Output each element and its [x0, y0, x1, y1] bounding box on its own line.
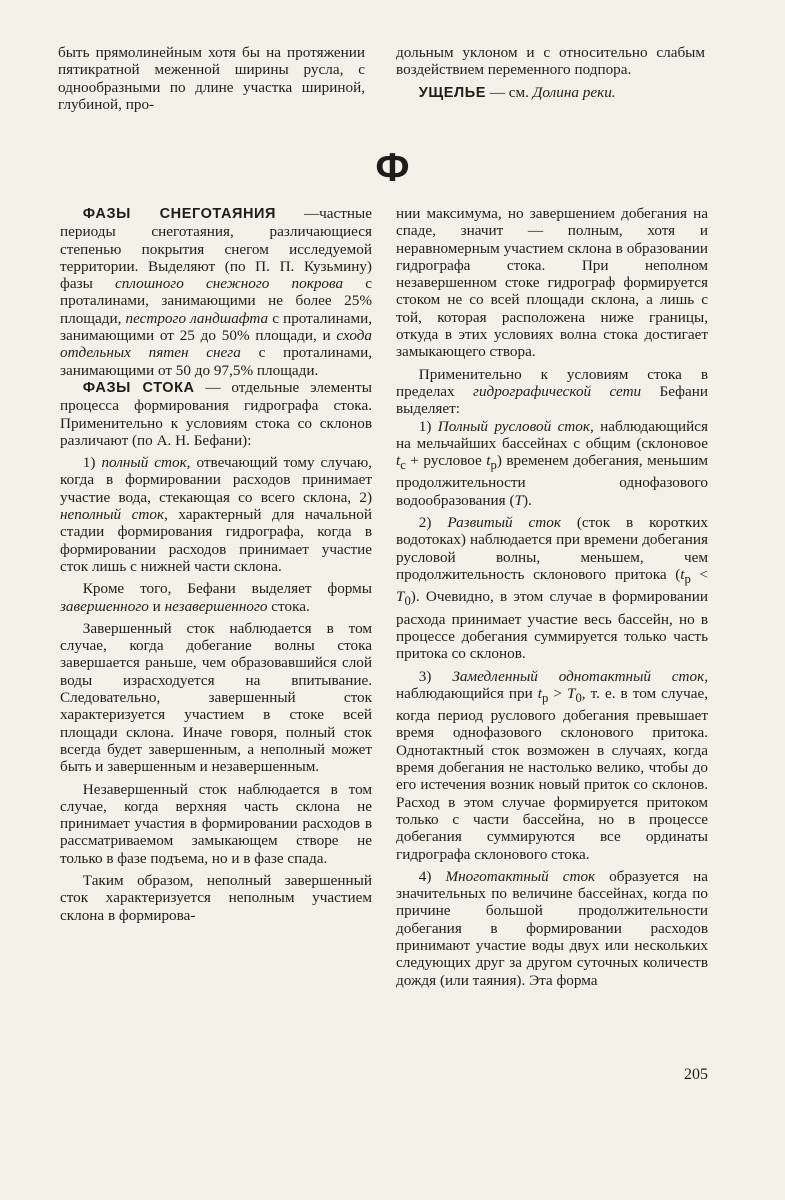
- entry-ushchelie: УЩЕЛЬЕ — см. Долина реки.: [418, 83, 616, 101]
- list-item: 3) Замедленный однотактный сток, наблюдающийся при $t_р > T_0$, т. е. в том случае, когда период руслового добегания превышает время однофазового склонового притока. Однотактный сток возможен в случаях, когда время добегания не настолько велико, чтобы до его истечения возник новый приток со склонов. Расход в этом случае формируется притоком только с части бассейна, но в процессе добегания суммируются все ординаты гидрографа склонового стока.: [396, 667, 709, 863]
- right-column: [396, 205, 708, 989]
- paragraph: Кроме того, Бефани выделяет формы завершенного и незавершенного стока.: [60, 580, 372, 615]
- term-ushchelie: УЩЕЛЬЕ: [418, 84, 487, 101]
- top-right-column: [396, 44, 705, 102]
- paragraph: Применительно к условиям стока в пределах гидрографической сети Бефани выделяет:: [396, 365, 708, 418]
- paragraph: нии максимума, но завершением добегания на спаде, значит — полным, хотя и неравномерным участием склона в образовании гидрографа стока. При неполном незавершенном стоке гидрограф формируется стоком не со всей площади склона, а лишь с той, которая расположена ниже границы, откуда в этих условиях волна стока достигает замыкающего створа.: [396, 205, 708, 361]
- top-left-text: быть прямолинейным хотя бы на протяжении пятикратной меженной ширины русла, с однообразными по длине участка шириной, глубиной, про-: [58, 44, 365, 113]
- list-item: 1) Полный русловой сток, наблюдающийся на мельчайших бассейнах с общим (склоновое $t_с$ + русловое $t_р$) временем добегания, меньшим продолжительности однофазового водообразования (T).: [396, 417, 708, 509]
- paragraph: Таким образом, неполный завершенный сток характеризуется неполным участием склона в формирова-: [60, 871, 372, 924]
- paragraph: Завершенный сток наблюдается в том случае, когда добегание волны стока завершается раньше, чем образовавшийся слой воды израсходуется на впитывание. Следовательно, завершенный сток характеризуется участием в стоке всей площади склона. Иначе говоря, полный сток всегда будет завершенным, а неполный может быть и завершенным и незавершенным.: [60, 619, 372, 776]
- entry-fazy-snegotayaniya: ФАЗЫ СНЕГОТАЯНИЯ —частные периоды снеготаяния, различающиеся степенью покрытия снегом исследуемой территории. Выделяют (по П. П. Кузьмину) фазы сплошного снежного покрова с проталинами, занимающими не более 25% площади, пестрого ландшафта с проталинами, занимающими от 25 до 50% площади, и схода отдельных пятен снега с проталинами, занимающими от 50 до 97,5% площади.: [60, 205, 372, 379]
- top-left-column: [58, 44, 365, 113]
- page-number: 205: [684, 1066, 708, 1083]
- top-right-text: дольным уклоном и с относительно слабым воздействием переменного подпора.: [396, 44, 705, 79]
- list-item: 4) Многотактный сток образуется на значительных по величине бассейнах, когда по причине большой продолжительности добегания в формировании расходов принимают участие воды двух или нескольких следующих друг за другом суточных количеств дождя (или таяния). Эта форма: [396, 867, 708, 989]
- paragraph: 1) полный сток, отвечающий тому случаю, когда в формировании расходов принимает участие вода, стекающая со всего склона, 2) неполный сток, характерный для начальной стадии формирования гидрографа, когда в формировании расходов принимает участие сток лишь с нижней части склона.: [60, 454, 373, 575]
- cross-reference: Долина реки.: [532, 83, 616, 101]
- list-item: 2) Развитый сток (сток в коротких водотоках) наблюдается при времени добегания русловой волны, меньшем, чем продолжительность склонового притока $(t_р < T_0)$. Очевидно, в этом случае в формировании расхода принимает участие весь бассейн, но в процессе добегания суммируется только часть притока со склонов.: [396, 514, 708, 663]
- left-column: [60, 205, 372, 924]
- entry-fazy-stoka: ФАЗЫ СТОКА — отдельные элементы процесса формирования гидрографа стока. Применительно к условиям стока со склонов различают (по А. Н. Бефани):: [60, 378, 372, 449]
- section-letter: Ф: [375, 146, 410, 190]
- term-fazy-snegotayaniya: ФАЗЫ СНЕГОТАЯНИЯ: [82, 206, 277, 222]
- paragraph: Незавершенный сток наблюдается в том случае, когда верхняя часть склона не принимает участия в формировании расходов в рассматриваемом замыкающем створе не только в фазе подъема, но и в фазе спада.: [60, 780, 372, 867]
- term-fazy-stoka: ФАЗЫ СТОКА: [82, 379, 195, 396]
